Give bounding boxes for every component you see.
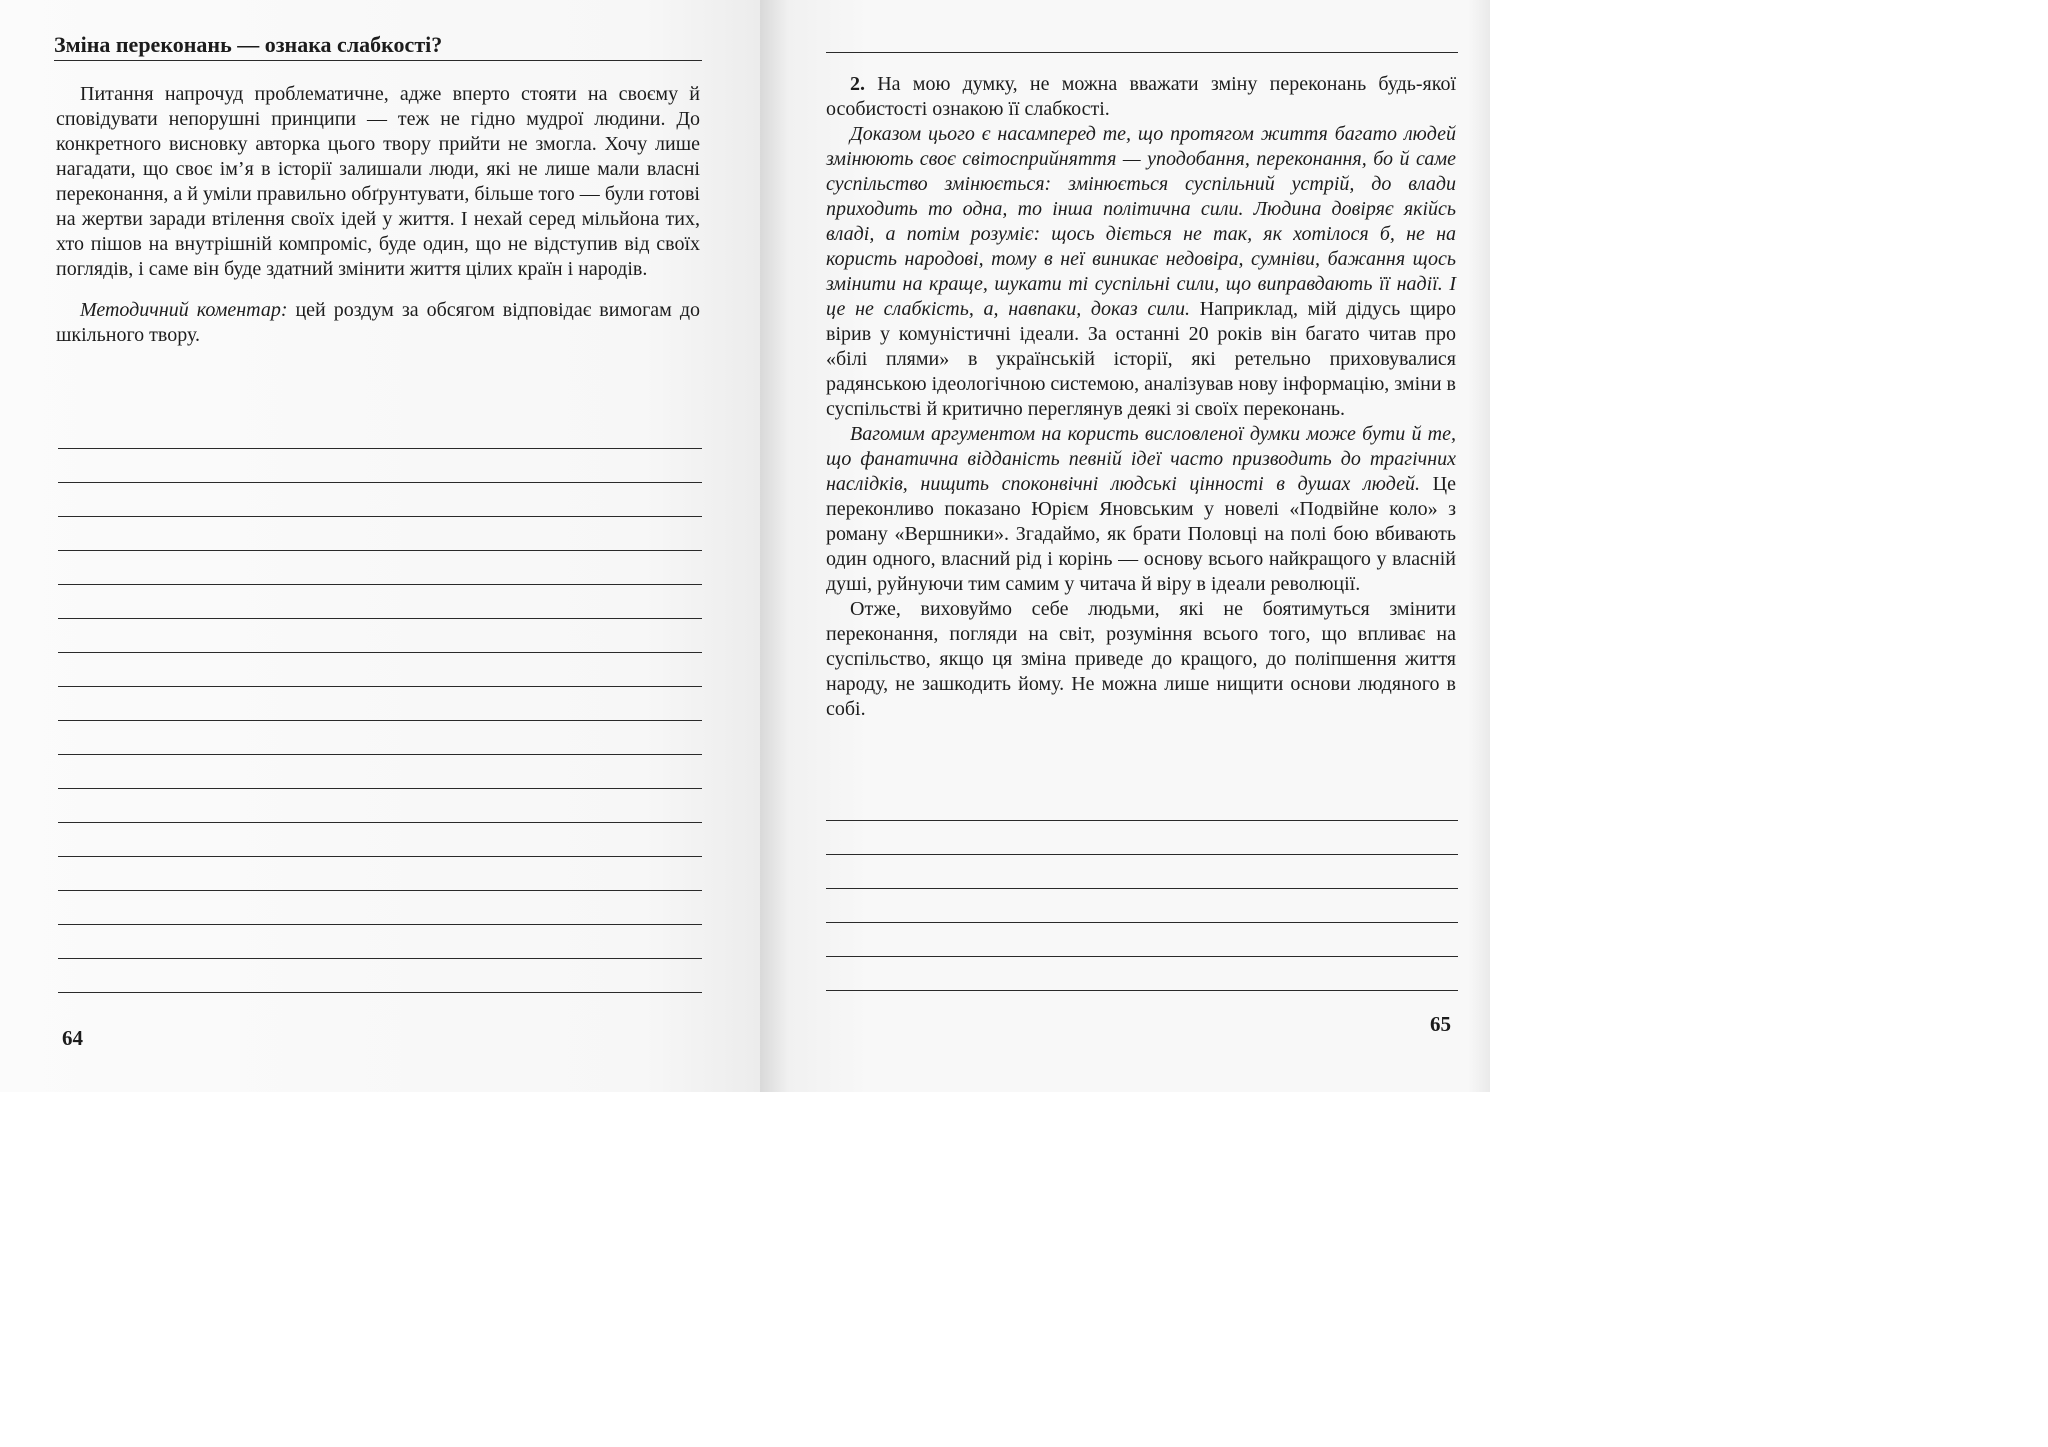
writing-line xyxy=(58,822,702,823)
writing-line xyxy=(58,686,702,687)
writing-line xyxy=(58,992,702,993)
writing-line xyxy=(58,618,702,619)
page-number: 65 xyxy=(1430,1012,1451,1036)
writing-line xyxy=(826,990,1458,991)
writing-line xyxy=(826,888,1458,889)
writing-line xyxy=(58,720,702,721)
writing-line xyxy=(826,820,1458,821)
writing-line xyxy=(826,922,1458,923)
writing-line xyxy=(58,482,702,483)
right-text-block xyxy=(826,72,1456,722)
left-page xyxy=(0,0,760,1092)
writing-line xyxy=(58,924,702,925)
writing-line xyxy=(826,854,1458,855)
header-rule xyxy=(826,52,1458,53)
paragraph: 2. На мою думку, не можна вважати зміну переконань будь-якої особистості ознакою її слабкості. xyxy=(826,73,1456,120)
comment-label: Методичний коментар: xyxy=(80,299,288,321)
comment-text: цей роздум за обсягом відповідає вимогам до шкільного твору. xyxy=(56,299,700,346)
writing-line xyxy=(58,516,702,517)
writing-line xyxy=(58,652,702,653)
paragraph: Доказом цього є насамперед те, що протягом життя багато людей змінюють своє світосприйняття — уподобання, переконання, бо й саме суспільство змінюється: змінюється суспільний устрій, до влади приходить то одна, то інша політична сили. Людина довіряє якійсь владі, а потім розуміє: щось діється не так, як хотілося б, не на користь народові, тому в неї виникає недовіра, сумніви, бажання щось змінити на краще, шукати ті суспільні сили, що виправдають її надії. І це не слабкість, а, навпаки, доказ сили. Наприклад, мій дідусь щиро вірив у комуністичні ідеали. За останні 20 років він багато читав про «білі плями» в українській історії, які ретельно приховувалися радянською ідеологічною системою, аналізував нову інформацію, зміни в суспільстві й критично переглянув деякі зі своїх переконань. xyxy=(826,123,1456,420)
left-text-block xyxy=(56,82,700,348)
writing-line xyxy=(58,856,702,857)
writing-line xyxy=(58,958,702,959)
page-number: 64 xyxy=(62,1026,83,1050)
title-underline xyxy=(54,60,702,61)
paragraph: Питання напрочуд проблематичне, адже вперто стояти на своєму й сповідувати непорушні принципи — теж не гідно мудрої людини. До конкретного висновку авторка цього твору прийти не змогла. Хочу лише нагадати, що своє ім’я в історії залишали люди, які не лише мали власні переконання, а й уміли правильно обґрунтувати, більше того — були готові на жертви заради втілення своїх ідей у життя. І нехай серед мільйона тих, хто пішов на внутрішній компроміс, буде один, що не відступив від своїх поглядів, і саме він буде здатний змінити життя цілих країн і народів. xyxy=(56,83,700,280)
writing-line xyxy=(58,754,702,755)
right-page xyxy=(760,0,1490,1092)
writing-line xyxy=(58,890,702,891)
paragraph: Отже, виховуймо себе людьми, які не боятимуться змінити переконання, погляди на світ, розуміння всього того, що впливає на суспільство, якщо ця зміна приведе до кращого, до поліпшення життя народу, не зашкодить йому. Не можна лише нищити основи людяного в собі. xyxy=(826,598,1456,720)
writing-line xyxy=(58,584,702,585)
paragraph: Вагомим аргументом на користь висловленої думки може бути й те, що фанатична відданість певній ідеї часто призводить до трагічних наслідків, нищить споконвічні людські цінності в душах людей. Це переконливо показано Юрієм Яновським у новелі «Подвійне коло» з роману «Вершники». Згадаймо, як брати Половці на полі бою вбивають один одного, власний рід і корінь — основу всього найкращого у власній душі, руйнуючи тим самим у читача й віру в ідеали революції. xyxy=(826,423,1456,595)
writing-line xyxy=(58,788,702,789)
item-number: 2. xyxy=(850,73,865,95)
writing-line xyxy=(58,448,702,449)
page-title: Зміна переконань — ознака слабкості? xyxy=(54,32,443,57)
method-comment xyxy=(56,298,700,348)
writing-line xyxy=(826,956,1458,957)
writing-line xyxy=(58,550,702,551)
